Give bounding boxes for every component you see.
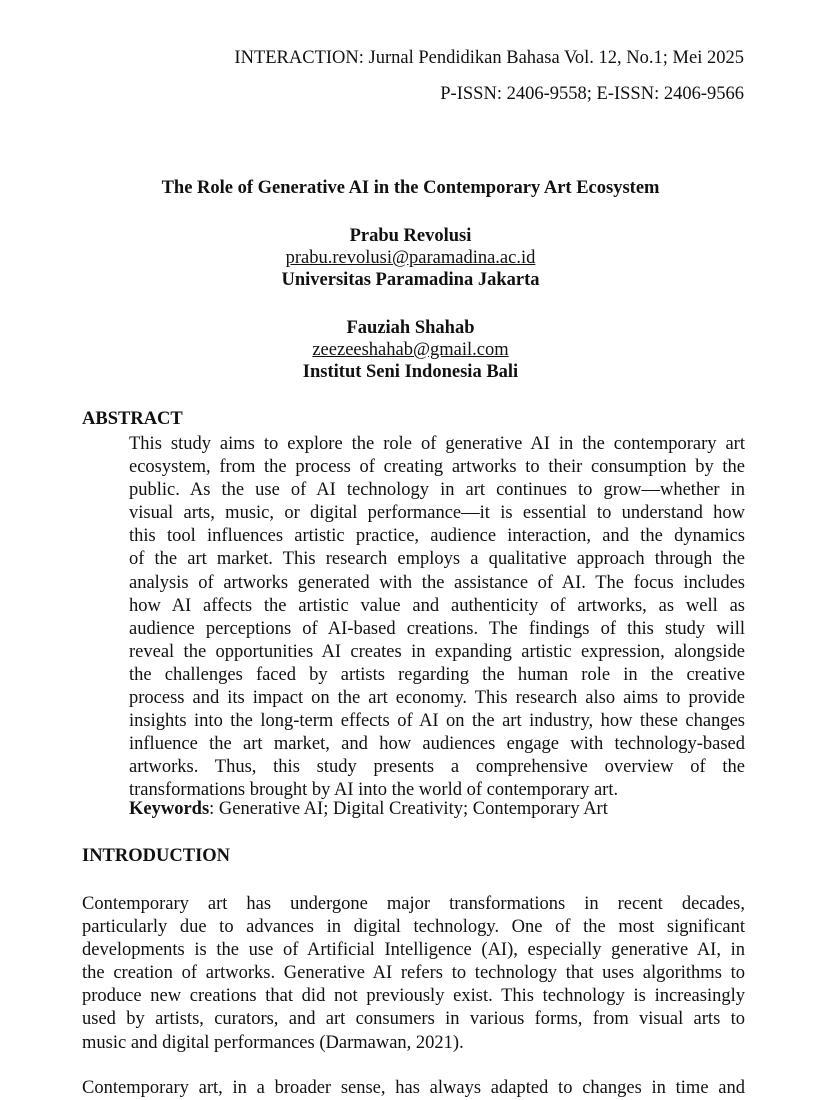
author-name: Prabu Revolusi [349, 226, 472, 246]
author-email-link[interactable]: prabu.revolusi@paramadina.ac.id [285, 248, 536, 268]
introduction-paragraph [82, 893, 745, 1055]
introduction-heading: INTRODUCTION [82, 846, 231, 866]
abstract-line: audience perceptions of AI-based creations. The findings of this study will [129, 618, 745, 639]
keywords-text: : Generative AI; Digital Creativity; Contemporary Art [209, 799, 608, 819]
abstract-line: insights into the long-term effects of AI on the art industry, how these changes [129, 711, 745, 732]
abstract-line: This study aims to explore the role of generative AI in the contemporary art [129, 434, 745, 454]
paragraph-line: particularly due to advances in digital technology. One of the most significant [82, 917, 745, 938]
journal-header: INTERACTION: Jurnal Pendidikan Bahasa Vol. 12, No.1; Mei 2025 [234, 48, 744, 68]
paragraph-line: used by artists, curators, and art consumers in various forms, from visual arts to [82, 1009, 745, 1030]
author-name: Fauziah Shahab [346, 318, 475, 338]
abstract-line: of the art market. This research employs a qualitative approach through the [129, 549, 745, 570]
paragraph-line: Contemporary art has undergone major transformations in recent decades, [82, 894, 745, 914]
keywords-label: Keywords [129, 799, 210, 819]
abstract-line: analysis of artworks generated with the assistance of AI. The focus includes [129, 572, 745, 593]
keywords-line [129, 799, 608, 820]
abstract-line: influence the art market, and how audiences engage with technology-based [129, 734, 745, 755]
paragraph-line: produce new creations that did not previously exist. This technology is increasingly [82, 986, 745, 1007]
abstract-heading: ABSTRACT [82, 409, 183, 429]
abstract-line: ecosystem, from the process of creating artworks to their consumption by the [129, 457, 745, 478]
abstract-line: visual arts, music, or digital performance—it is essential to understand how [129, 503, 745, 524]
abstract-body [129, 433, 745, 803]
paragraph-line: the creation of artworks. Generative AI refers to technology that uses algorithms to [82, 963, 745, 984]
introduction-paragraph [82, 1077, 745, 1100]
author-affiliation: Universitas Paramadina Jakarta [281, 270, 540, 290]
paragraph-line: Contemporary art, in a broader sense, has always adapted to changes in time and [82, 1078, 745, 1098]
abstract-line: process and its impact on the art economy. This research also aims to provide [129, 688, 745, 709]
author-email-link[interactable]: zeezeeshahab@gmail.com [312, 340, 509, 360]
abstract-line: reveal the opportunities AI creates in expanding artistic expression, alongside [129, 641, 745, 662]
abstract-line: artworks. Thus, this study presents a comprehensive overview of the [129, 757, 745, 778]
abstract-line: public. As the use of AI technology in art continues to grow—whether in [129, 480, 745, 501]
author-block [0, 225, 821, 291]
paper-title: The Role of Generative AI in the Contemporary Art Ecosystem [161, 178, 660, 198]
abstract-line: transformations brought by AI into the world of contemporary art. [129, 780, 619, 801]
paragraph-line: developments is the use of Artificial Intelligence (AI), especially generative AI, in [82, 940, 745, 961]
abstract-line: how AI affects the artistic value and authenticity of artworks, as well as [129, 595, 745, 616]
issn-header: P-ISSN: 2406-9558; E-ISSN: 2406-9566 [440, 84, 744, 104]
author-affiliation: Institut Seni Indonesia Bali [302, 362, 519, 382]
author-block [0, 317, 821, 383]
abstract-line: the challenges faced by artists regarding the human role in the creative [129, 664, 745, 685]
abstract-line: this tool influences artistic practice, audience interaction, and the dynamics [129, 526, 745, 547]
paragraph-line: music and digital performances (Darmawan, 2021). [82, 1032, 464, 1053]
